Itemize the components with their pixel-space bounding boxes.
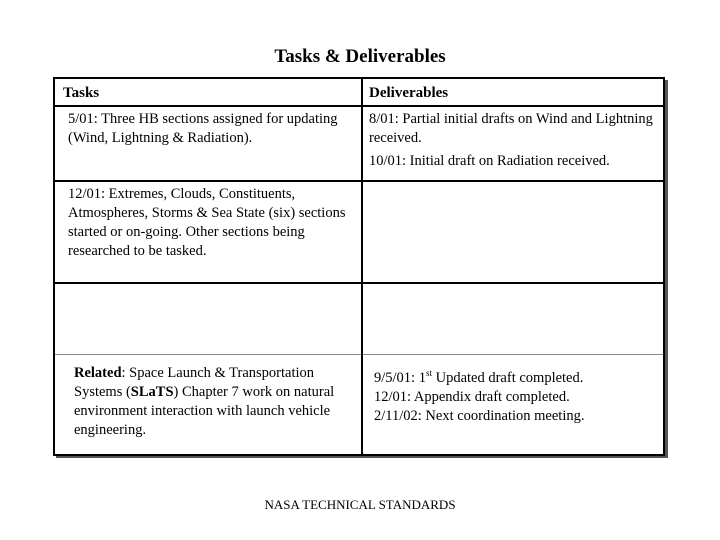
page-title: Tasks & Deliverables — [274, 46, 446, 67]
row1-deliverable-2: 10/01: Initial draft on Radiation received. — [369, 153, 610, 169]
header-deliverables: Deliverables — [369, 85, 449, 101]
related-deliverable-1 — [374, 364, 659, 388]
related-deliverable-1-prefix: 9/5/01: 1 — [374, 369, 426, 386]
related-column-divider — [361, 354, 363, 454]
related-deliverable-3: 2/11/02: Next coordination meeting. — [374, 407, 585, 424]
related-acronym: SLaTS — [130, 384, 174, 400]
row1-deliverables — [369, 110, 659, 175]
related-deliverable-1-suffix: Updated draft completed. — [431, 369, 584, 386]
related-top-line — [55, 354, 663, 355]
related-box — [53, 354, 665, 456]
row1-deliverable-1: 8/01: Partial initial drafts on Wind and Lightning received. — [369, 111, 653, 146]
row-divider-2 — [55, 282, 663, 284]
related-deliverables — [374, 364, 659, 426]
row1-task: 5/01: Three HB sections assigned for updating (Wind, Lightning & Radiation). — [68, 111, 338, 146]
related-deliverable-1-sup: st — [425, 368, 432, 378]
header-tasks: Tasks — [63, 85, 100, 101]
related-text-2: ) Chapter 7 work on natural environment interaction with launch vehicle engineering. — [74, 384, 335, 438]
header-divider — [55, 105, 663, 107]
row-divider-1 — [55, 180, 663, 182]
row2-task: 12/01: Extremes, Clouds, Constituents, Atmospheres, Storms & Sea State (six) sections started or on-going. Other sections being researched to be tasked. — [68, 186, 346, 259]
footer: NASA TECHNICAL STANDARDS — [264, 497, 456, 512]
related-label: Related — [74, 365, 122, 381]
related-text-1: : Space Launch & Transportation Systems ( — [74, 365, 315, 400]
related-description — [74, 364, 356, 440]
related-deliverable-2: 12/01: Appendix draft completed. — [374, 388, 570, 405]
